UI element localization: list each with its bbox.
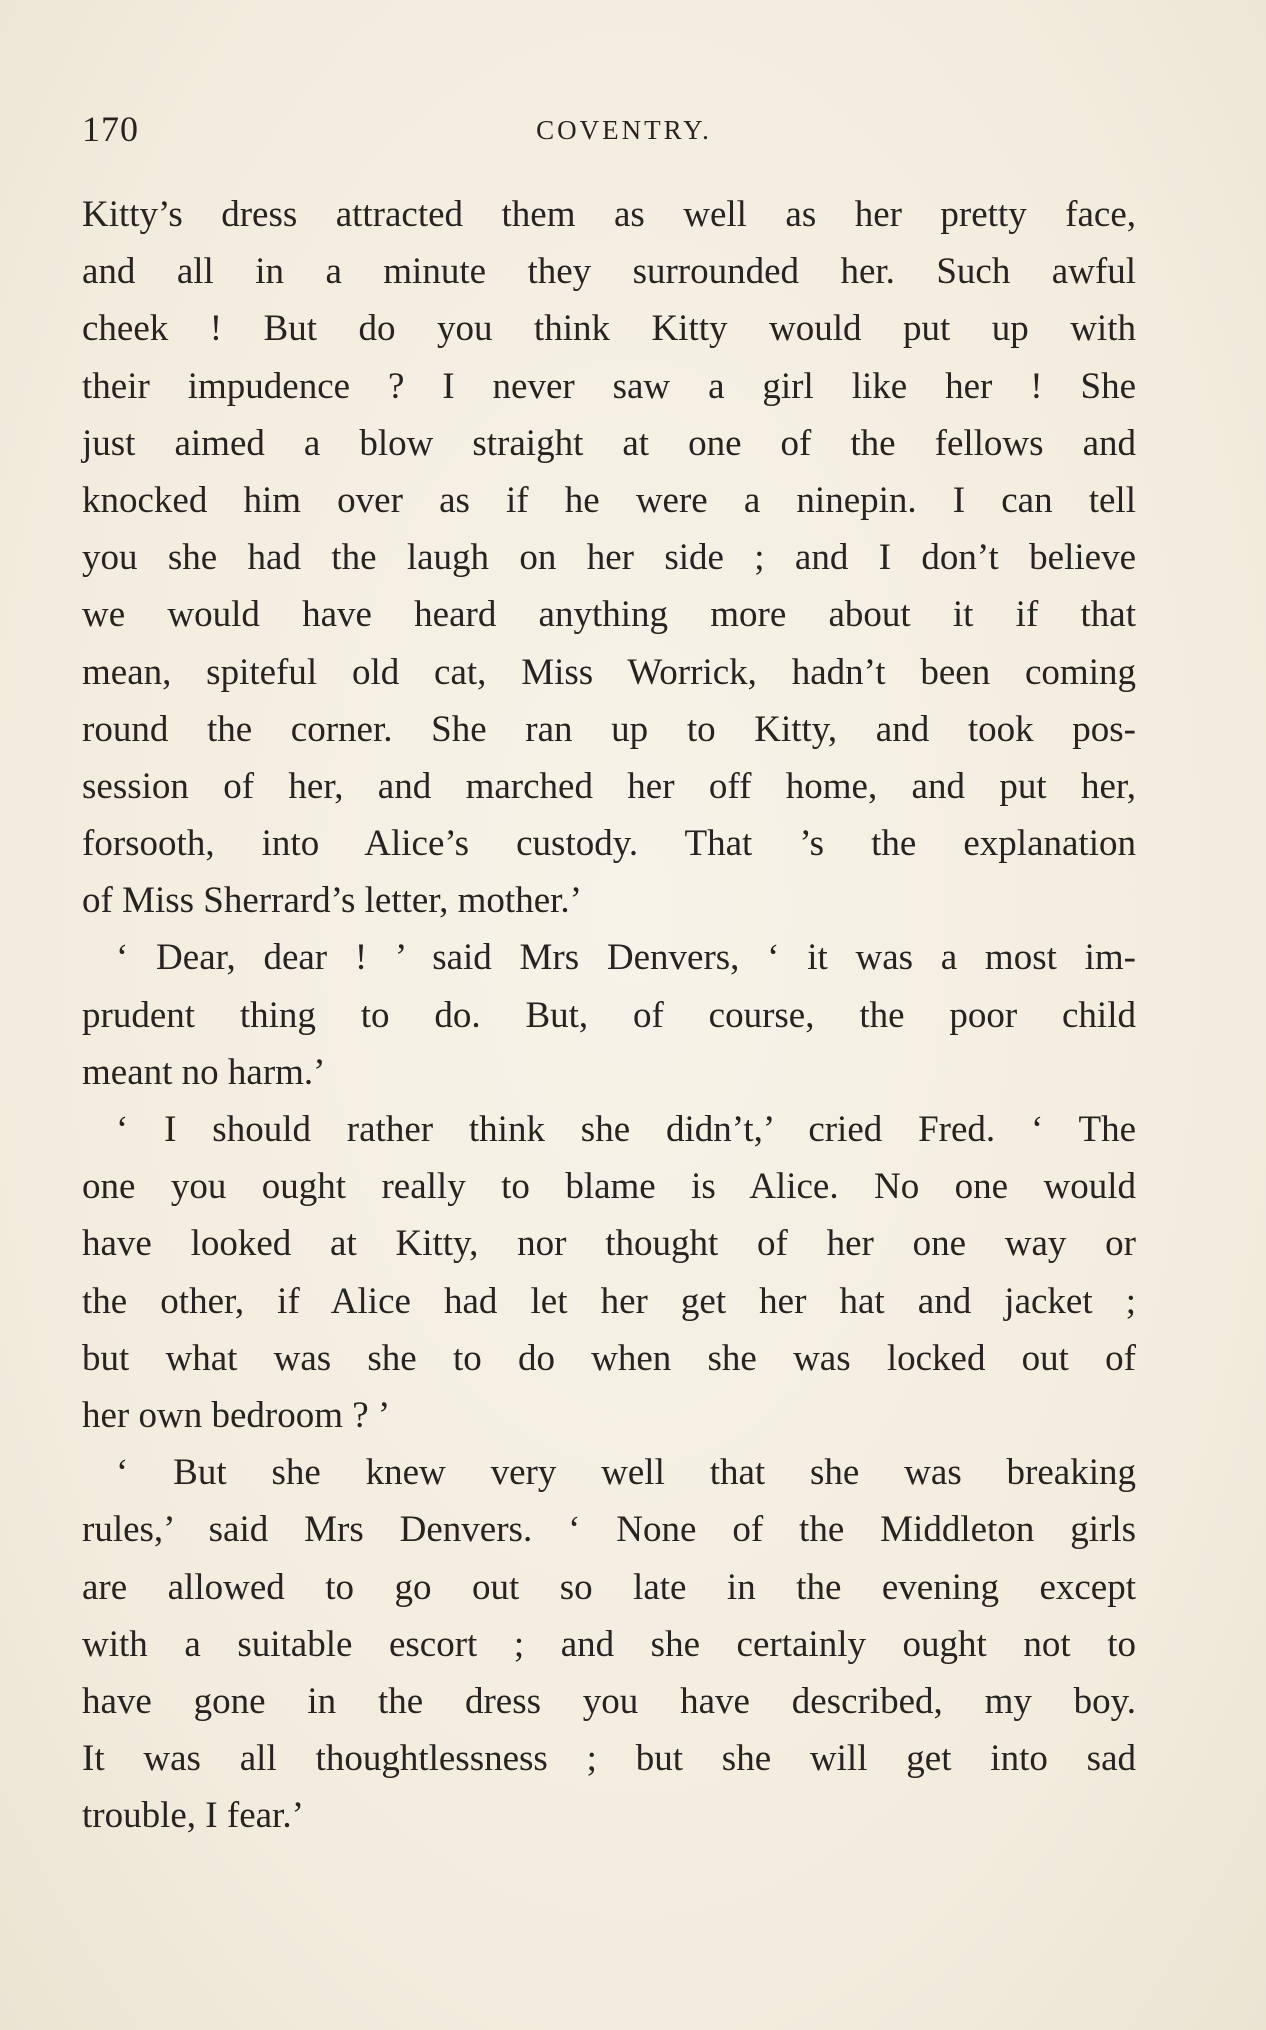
text-line: ‘ But she knew very well that she was breaking: [116, 1452, 1136, 1494]
text-line: their impudence ? I never saw a girl like her ! She: [82, 365, 1136, 407]
text-line: her own bedroom ? ’: [82, 1394, 391, 1436]
text-line: we would have heard anything more about it if that: [82, 594, 1136, 636]
text-line: have gone in the dress you have described, my boy.: [82, 1680, 1136, 1722]
text-line: Kitty’s dress attracted them as well as her pretty face,: [82, 194, 1136, 235]
text-line: meant no harm.’: [82, 1051, 326, 1093]
text-line: trouble, I fear.’: [82, 1795, 304, 1837]
text-line: one you ought really to blame is Alice. No one would: [82, 1166, 1136, 1208]
text-line: round the corner. She ran up to Kitty, and took pos-: [82, 708, 1136, 750]
text-line: It was all thoughtlessness ; but she will get into sad: [82, 1738, 1136, 1780]
text-line: are allowed to go out so late in the evening except: [82, 1566, 1136, 1608]
text-line: with a suitable escort ; and she certainly ought not to: [82, 1623, 1136, 1665]
text-line: session of her, and marched her off home, and put her,: [82, 765, 1136, 807]
text-line: of Miss Sherrard’s letter, mother.’: [82, 880, 582, 922]
text-line: and all in a minute they surrounded her. Such awful: [82, 251, 1136, 293]
text-line: ‘ I should rather think she didn’t,’ cried Fred. ‘ The: [116, 1109, 1136, 1150]
running-title: COVENTRY.: [536, 115, 712, 145]
text-line: cheek ! But do you think Kitty would put up with: [82, 308, 1136, 350]
text-line: ‘ Dear, dear ! ’ said Mrs Denvers, ‘ it was a most im-: [116, 937, 1136, 979]
text-line: have looked at Kitty, nor thought of her one way or: [82, 1223, 1136, 1265]
body-text: [82, 186, 1136, 1844]
running-head: [82, 104, 1136, 154]
text-line: rules,’ said Mrs Denvers. ‘ None of the Middleton girls: [82, 1509, 1136, 1551]
page-number: 170: [82, 109, 139, 149]
text-line: knocked him over as if he were a ninepin. I can tell: [82, 479, 1136, 521]
text-line: but what was she to do when she was locked out of: [82, 1337, 1136, 1379]
text-line: prudent thing to do. But, of course, the poor child: [82, 994, 1136, 1036]
text-line: mean, spiteful old cat, Miss Worrick, hadn’t been coming: [82, 651, 1136, 693]
text-line: just aimed a blow straight at one of the fellows and: [82, 422, 1136, 464]
text-line: forsooth, into Alice’s custody. That ’s the explanation: [82, 823, 1136, 865]
text-line: you she had the laugh on her side ; and I don’t believe: [82, 537, 1136, 579]
text-line: the other, if Alice had let her get her hat and jacket ;: [82, 1280, 1136, 1322]
